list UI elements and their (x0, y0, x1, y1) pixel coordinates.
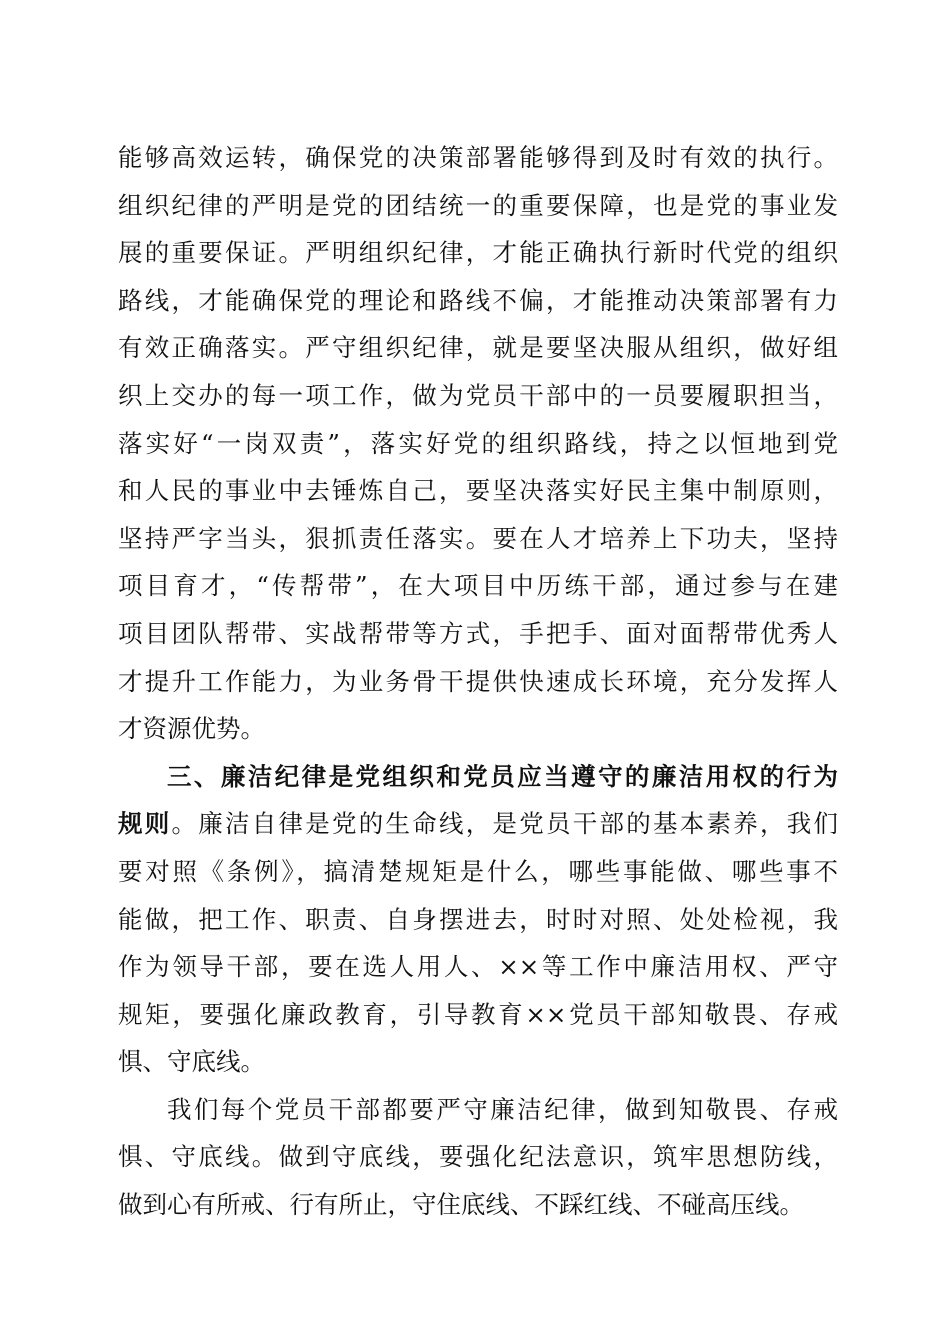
paragraph-bottom-line (118, 1086, 838, 1229)
text-line: 坚持严字当头，狠抓责任落实。要在人才培养上下功夫，坚持 (118, 523, 838, 553)
text-line: 组织纪律的严明是党的团结统一的重要保障，也是党的事业发 (118, 190, 838, 220)
text-line: 项目育才，“传帮带”，在大项目中历练干部，通过参与在建 (118, 571, 838, 601)
text-line: 有效正确落实。严守组织纪律，就是要坚决服从组织，做好组 (118, 333, 838, 363)
text-line: 项目团队帮带、实战帮带等方式，手把手、面对面帮带优秀人 (118, 618, 838, 648)
text-line: 能够高效运转，确保党的决策部署能够得到及时有效的执行。 (118, 143, 838, 172)
text-line: 和人民的事业中去锤炼自己，要坚决落实好民主集中制原则， (118, 476, 838, 506)
text-line: 路线，才能确保党的理论和路线不偏，才能推动决策部署有力 (118, 285, 838, 315)
text-line: 要对照《条例》，搞清楚规矩是什么，哪些事能做、哪些事不 (118, 856, 838, 886)
paragraph-integrity-discipline (118, 753, 838, 1086)
text-line: 惧、守底线。做到守底线，要强化纪法意识，筑牢思想防线， (118, 1142, 838, 1172)
text-line: 织上交办的每一项工作，做为党员干部中的一员要履职担当， (118, 380, 838, 410)
document-body (118, 134, 838, 1229)
text-line: 才资源优势。 (118, 714, 265, 744)
text-line: 能做，把工作、职责、自身摆进去，时时对照、处处检视，我 (118, 904, 838, 934)
text-line: 落实好“一岗双责”，落实好党的组织路线，持之以恒地到党 (118, 428, 838, 458)
text-line: 做到心有所戒、行有所止，守住底线、不踩红线、不碰高压线。 (118, 1190, 804, 1220)
section-heading-end: 规则 (118, 809, 172, 839)
text-line (118, 800, 838, 848)
text-line: 才提升工作能力，为业务骨干提供快速成长环境，充分发挥人 (118, 666, 838, 696)
text-line: 规矩，要强化廉政教育，引导教育××党员干部知敬畏、存戒 (118, 999, 838, 1029)
text-line: 我们每个党员干部都要严守廉洁纪律，做到知敬畏、存戒 (167, 1094, 838, 1124)
text-line: 作为领导干部，要在选人用人、××等工作中廉洁用权、严守 (118, 952, 838, 982)
paragraph-organization-discipline (118, 134, 838, 753)
section-heading: 三、廉洁纪律是党组织和党员应当遵守的廉洁用权的行为 (167, 761, 838, 791)
text-line: 惧、守底线。 (118, 1047, 265, 1077)
text-line: 展的重要保证。严明组织纪律，才能正确执行新时代党的组织 (118, 238, 838, 268)
text-line-rest: 。廉洁自律是党的生命线，是党员干部的基本素养，我们 (171, 809, 838, 839)
